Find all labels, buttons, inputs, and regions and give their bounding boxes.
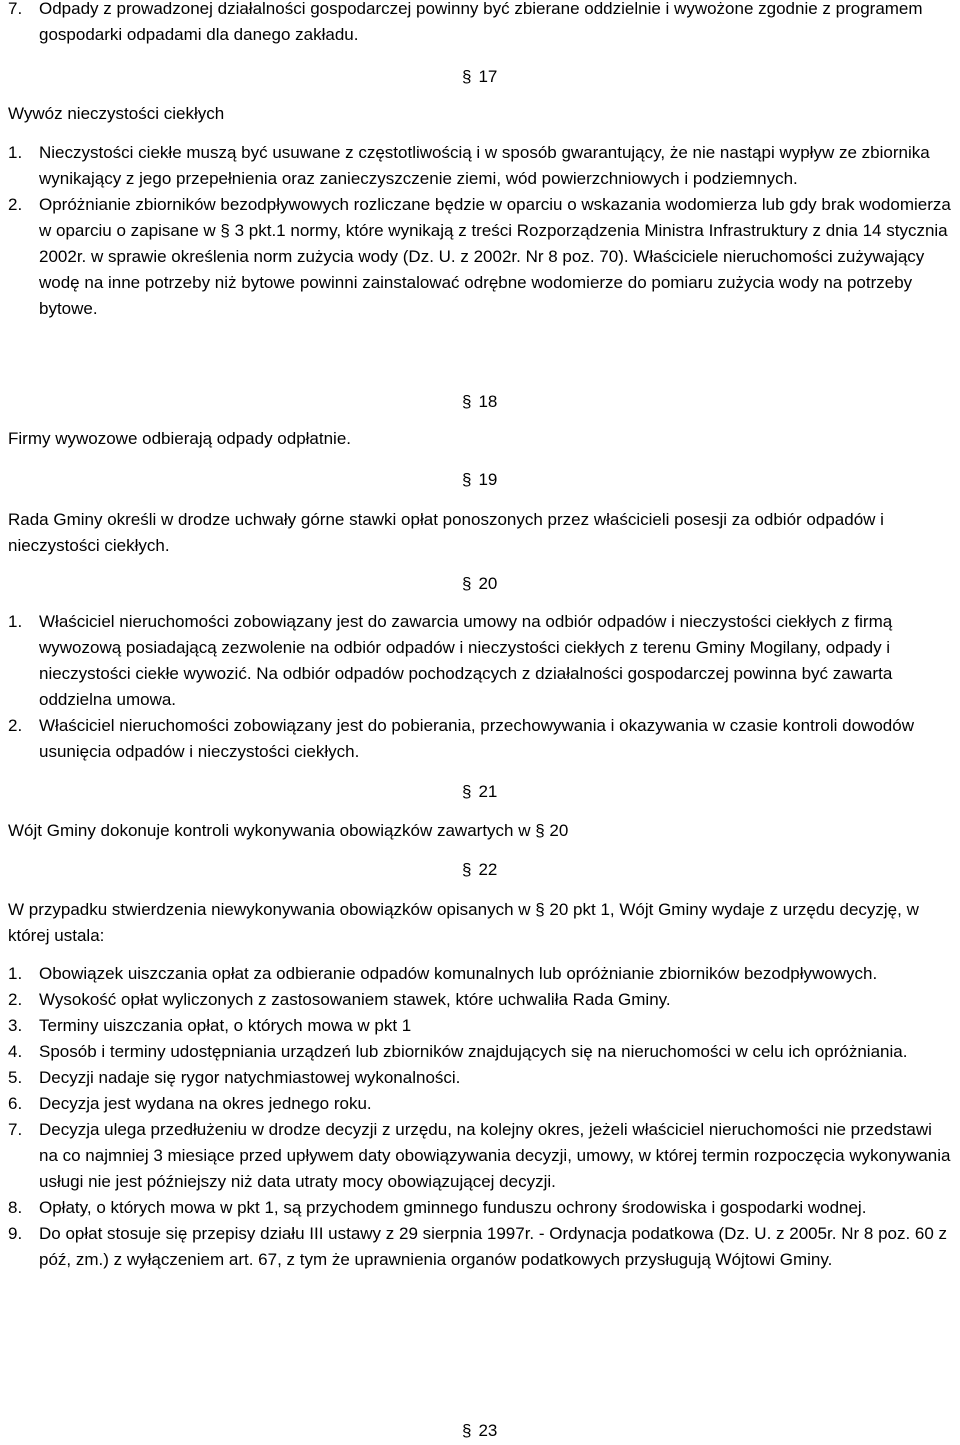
list-item-number: 1.: [8, 612, 23, 631]
list-item-text: Opróżnianie zbiorników bezodpływowych rozliczane będzie w oparciu o wskazania wodomierza lub gdy brak wodomierza w oparciu o zapisane w § 3 pkt.1 normy, które wynikają z treści Rozporządzenia Ministra Infrastruktury z dnia 14 stycznia 2002r. w sprawie określenia norm zużycia wody (Dz. U. z 2002r. Nr 8 poz. 70). Właściciele nieruchomości zużywający wodę na inne potrzeby niż bytowe powinni zainstalować odrębne wodomierze do pomiaru zużycia wody na potrzeby bytowe.: [39, 195, 951, 318]
list-item: [8, 1195, 954, 1221]
paragraph-control: Wójt Gminy dokonuje kontroli wykonywania obowiązków zawartych w § 20: [8, 821, 569, 840]
section-number: 18: [478, 392, 498, 411]
list-item-text: Obowiązek uiszczania opłat za odbieranie odpadów komunalnych lub opróżnianie zbiorników bezodpływowych.: [39, 964, 878, 983]
section-sign: §: [462, 470, 472, 489]
section-heading-20: [462, 571, 497, 597]
list-item-text: Właściciel nieruchomości zobowiązany jest do zawarcia umowy na odbiór odpadów i nieczystości ciekłych z firmą wywozową posiadającą zezwolenie na odbiór odpadów i nieczystości ciekłych z terenu Gminy Mogilany, odpady i nieczystości ciekłe wywozić. Na odbiór odpadów pochodzących z działalności gospodarczej powinna być zawarta oddzielna umowa.: [39, 612, 893, 709]
section-sign: §: [462, 574, 472, 593]
paragraph-firms: Firmy wywozowe odbierają odpady odpłatnie.: [8, 429, 352, 448]
list-item-text: Sposób i terminy udostępniania urządzeń lub zbiorników znajdujących się na nieruchomości w celu ich opróżniania.: [39, 1042, 908, 1061]
list-item-text: Decyzji nadaje się rygor natychmiastowej wykonalności.: [39, 1068, 461, 1087]
list-item-text: Wysokość opłat wyliczonych z zastosowaniem stawek, które uchwaliła Rada Gminy.: [39, 990, 671, 1009]
list-item-text: Właściciel nieruchomości zobowiązany jest do pobierania, przechowywania i okazywania w czasie kontroli dowodów usunięcia odpadów i nieczystości ciekłych.: [39, 716, 914, 761]
list-item: [8, 713, 954, 765]
list-item-number: 1.: [8, 143, 23, 162]
list-item: [8, 192, 954, 322]
list-item: [8, 987, 954, 1013]
list-item-text: Terminy uiszczania opłat, o których mowa w pkt 1: [39, 1016, 412, 1035]
list-item: [8, 1091, 954, 1117]
section-sign: §: [462, 782, 472, 801]
section-sign: §: [462, 860, 472, 879]
section-heading-19: [462, 467, 497, 493]
list-item-number: 4.: [8, 1042, 23, 1061]
list-item-text: Odpady z prowadzonej działalności gospodarczej powinny być zbierane oddzielnie i wywożone zgodnie z programem gospodarki odpadami dla danego zakładu.: [39, 0, 923, 44]
section-heading-23: [462, 1418, 497, 1444]
list-section-17: [8, 140, 954, 322]
list-item-text: Do opłat stosuje się przepisy działu III ustawy z 29 sierpnia 1997r. - Ordynacja podatkowa (Dz. U. z 2005r. Nr 8 poz. 60 z póź, zm.) z wyłączeniem art. 67, z tym że uprawnienia organów podatkowych przysługują Wójtowi Gminy.: [39, 1224, 948, 1269]
section-number: 19: [478, 470, 498, 489]
list-item-number: 7.: [8, 1120, 23, 1139]
section-heading-17: [462, 64, 497, 90]
section-sign: §: [462, 67, 472, 86]
list-item-number: 5.: [8, 1068, 23, 1087]
section-heading-21: [462, 779, 497, 805]
list-item-number: 6.: [8, 1094, 23, 1113]
list-section-22: [8, 961, 954, 1273]
list-item-number: 2.: [8, 990, 23, 1009]
heading-liquid-waste: Wywóz nieczystości ciekłych: [8, 104, 225, 123]
list-item-number: 8.: [8, 1198, 23, 1217]
section-number: 20: [478, 574, 498, 593]
list-item-number: 2.: [8, 716, 23, 735]
section-sign: §: [462, 1421, 472, 1440]
list-item: [8, 1117, 954, 1195]
list-item-text: Decyzja ulega przedłużeniu w drodze decyzji z urzędu, na kolejny okres, jeżeli właściciel nieruchomości nie przedstawi na co najmniej 3 miesiące przed upływem daty obowiązywania decyzji, umowy, w której termin rozpoczęcia wykonywania usługi nie jest późniejszy niż data utraty mocy obowiązującej decyzji.: [39, 1120, 951, 1191]
section-heading-22: [462, 857, 497, 883]
list-item: [8, 140, 954, 192]
section-number: 21: [478, 782, 498, 801]
section-heading-18: [462, 389, 497, 415]
list-item-text: Nieczystości ciekłe muszą być usuwane z częstotliwością i w sposób gwarantujący, że nie nastąpi wypływ ze zbiornika wynikający z jego przepełnienia oraz zanieczyszczenie ziemi, wód powierzchniowych i podziemnych.: [39, 143, 930, 188]
list-previous-section: [8, 0, 954, 48]
list-item-number: 1.: [8, 964, 23, 983]
list-item: [8, 1039, 954, 1065]
list-item: [8, 1013, 954, 1039]
section-sign: §: [462, 392, 472, 411]
section-number: 17: [478, 67, 498, 86]
section-number: 22: [478, 860, 498, 879]
section-number: 23: [478, 1421, 498, 1440]
list-item-number: 9.: [8, 1224, 23, 1243]
list-item: [8, 1065, 954, 1091]
list-item-number: 3.: [8, 1016, 23, 1035]
list-item: [8, 961, 954, 987]
list-item: [8, 609, 954, 713]
list-item-number: 7.: [8, 0, 23, 18]
list-item-text: Opłaty, o których mowa w pkt 1, są przychodem gminnego funduszu ochrony środowiska i gospodarki wodnej.: [39, 1198, 867, 1217]
paragraph-decision-intro: W przypadku stwierdzenia niewykonywania obowiązków opisanych w § 20 pkt 1, Wójt Gminy wydaje z urzędu decyzję, w której ustala:: [8, 900, 919, 945]
list-item: [8, 1221, 954, 1273]
paragraph-council: Rada Gminy określi w drodze uchwały górne stawki opłat ponoszonych przez właścicieli posesji za odbiór odpadów i nieczystości ciekłych.: [8, 510, 884, 555]
list-item: [8, 0, 954, 48]
list-item-number: 2.: [8, 195, 23, 214]
list-item-text: Decyzja jest wydana na okres jednego roku.: [39, 1094, 372, 1113]
list-section-20: [8, 609, 954, 765]
